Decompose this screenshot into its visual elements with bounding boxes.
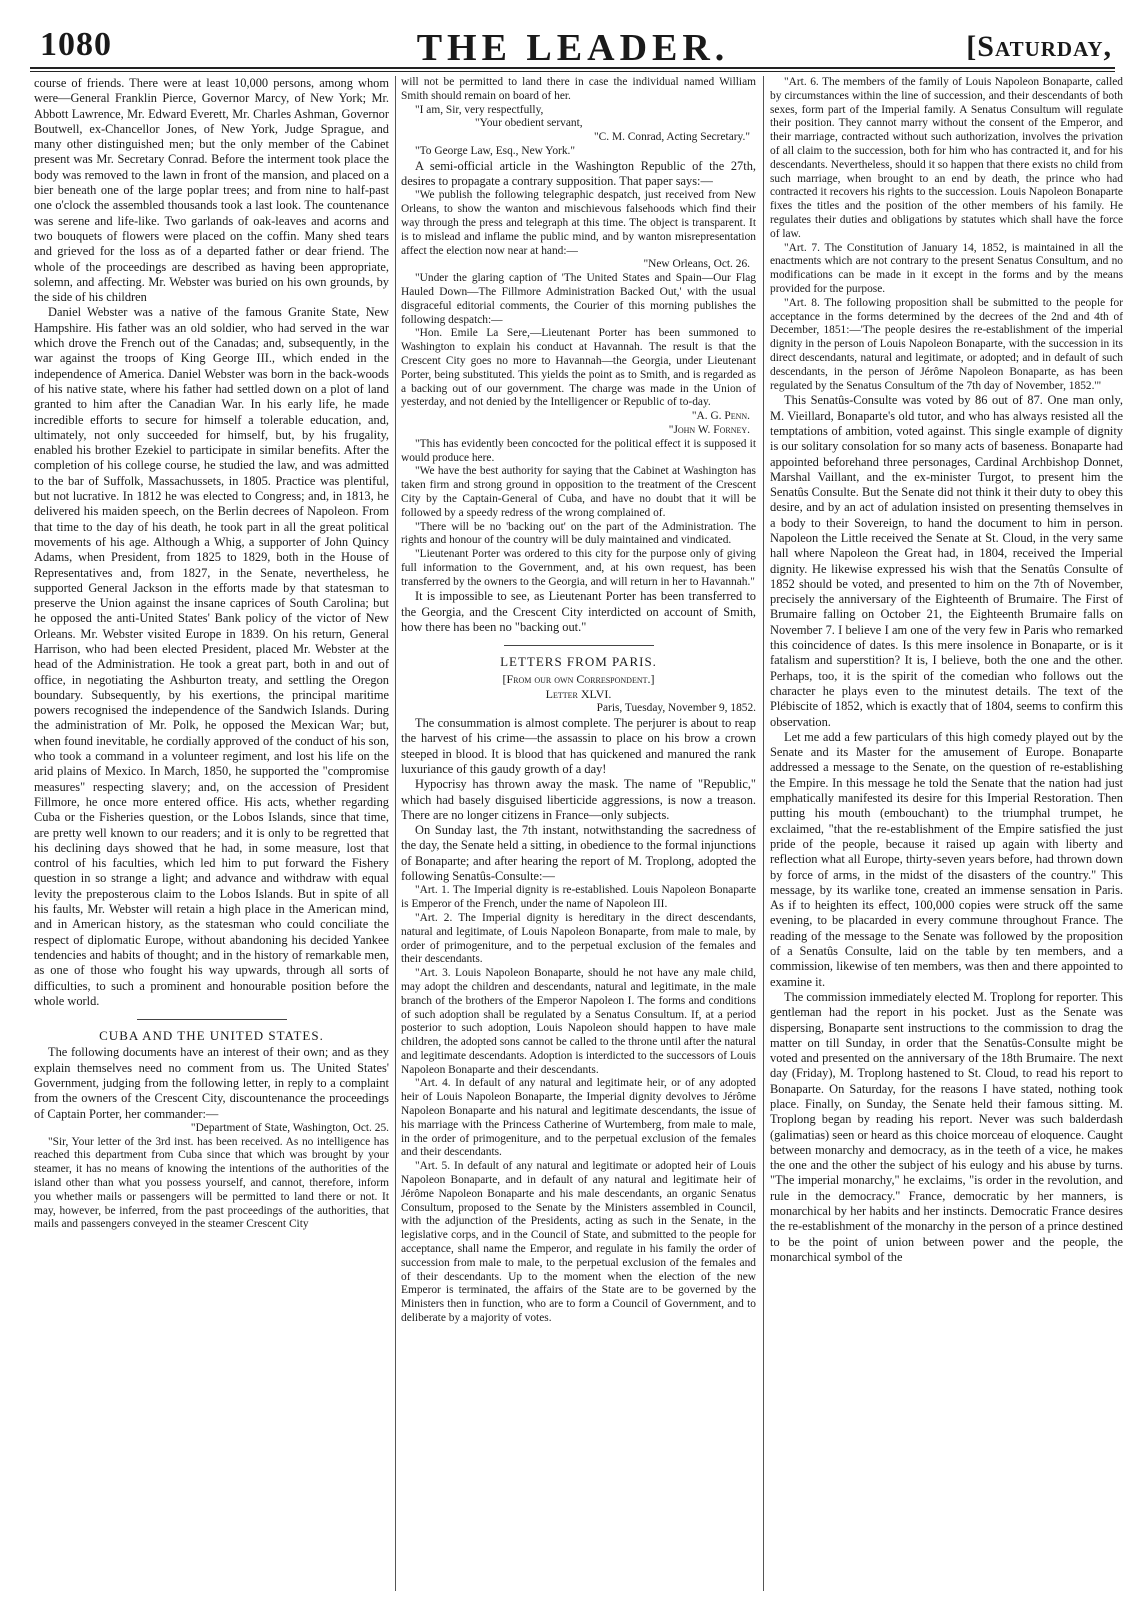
dateline: "Department of State, Washington, Oct. 25. (190, 1121, 389, 1134)
day-label: [Saturday, (966, 30, 1112, 63)
column-2 (401, 76, 756, 1591)
section-heading: CUBA AND THE UNITED STATES. (99, 1028, 324, 1044)
article: "Art. 7. The Constitution of January 14, 1852, is maintained in all the enactments which are not contrary to the present Senatus Consultum, and no modifications can be made in it except in the forms and by the means provided for the purpose. (770, 241, 1123, 295)
paragraph: Let me add a few particulars of this high comedy played out by the Senate and its Master for the amusement of Europe. Bonaparte addressed a message to the Senate, on the question of re-establishing the Empire. In this message he told the Senate that the nation had just emphatically manifested its desire for this Imperial Restoration. Then putting his mouth (embouchant) to the triumphal trumpet, he exclaimed, "that the re-establishment of the Empire satisfied the just pride of the people, because it raised up again with liberty and reflection what all Europe, thirty-seven years before, had thrown down by force of arms, in the midst of the disasters of the country." This message, by its warlike tone, created an immense sensation in Paris. As if to heighten its effect, 100,000 copies were struck off the same evening, to be placarded in every commune throughout France. The reading of the message to the Senate was followed by the proposition of a Senatûs Consulte, laid on the table by ten members, and a commission, likewise of ten members, was then and there appointed to examine it. (770, 729, 1123, 989)
quoted-paragraph: "We have the best authority for saying that the Cabinet at Washington has taken firm and strong ground in opposition to the treatment of the Crescent City by the Captain-General of Cuba, and have no doubt that it will be followed by a speedy redress of the wrong complained of. (401, 465, 756, 519)
quoted-letter: will not be permitted to land there in case the individual named William Smith should remain on board of her. (401, 76, 756, 102)
article: "Art. 5. In default of any natural and legitimate or adopted heir of Louis Napoleon Bonaparte, and in default of any natural and legitimate heir of Jérôme Napoleon Bonaparte and his male descendants, an organic Senatus Consultum, proposed to the Senate by the Ministers assembled in Council, with the adjunction of the Presidents, acting as such in the Senate, in the legislative corps, and in the Council of State, and submitted to the people for acceptance, shall name the Emperor, and regulate in his family the order of succession from male to male, to the perpetual exclusion of the females and of their descendants. Up to the moment when the election of the new Emperor is terminated, the affairs of the State are to be governed by the Ministers then in function, who are to form a Council of Government, and to deliberate by a majority of votes. (401, 1160, 756, 1325)
letter-number: Letter XLVI. (545, 686, 612, 701)
paragraph: Hypocrisy has thrown away the mask. The name of "Republic," which had basely disguised liberticide aggressions, is now a treason. There are no longer citizens in France—only subjects. (401, 777, 756, 822)
newspaper-title: THE LEADER. (416, 27, 730, 69)
paragraph: This Senatûs-Consulte was voted by 86 out of 87. One man only, M. Vieillard, Bonaparte's old tutor, and who has always resisted all the temptations of ambition, voted against. This single example of dignity is our solitary consolation for so many acts of baseness. Bonaparte had appointed beforehand three personages, Cardinal Archbishop Donnet, Marshal Vaillant, and the ex-minister Turgot, to present him the Senatûs Consulte. But the Senate did not think it their duty to obey this desire, and by an act of adulation insisted on presenting themselves in a body to their Sovereign, to hand the document to him in person. Napoleon the Little received the Senate at St. Cloud, in the very same hall where Napoleon the Great had, in 1804, received the Imperial dignity. He likewise expressed his wish that the Senatûs Consulte of 1852 should be voted, and presented to him on the 7th of November, precisely the anniversary of the Eighteenth of Brumaire. The First of Brumaire falling on October 21, the Eighteenth Brumaire falls on November 7. I believe I am one of the very few in Paris who remarked this coincidence of dates. Is this mere insolence in Bonaparte, or is it fatalism and superstition? It is, I believe, both the one and the other. Perhaps, too, it is the spirit of the comedian who follows out the character he plays even to the minutest details. The text of the Plébiscite of 1852, which is exactly that of 1804, seems to confirm this observation. (770, 393, 1123, 729)
section-subheading: [From our own Correspondent.] (502, 671, 655, 686)
dateline: "New Orleans, Oct. 26. (643, 258, 750, 271)
signature: "John W. Forney. (668, 423, 750, 436)
quoted-paragraph: "We publish the following telegraphic despatch, just received from New Orleans, to show the wanton and mischievous falsehoods which find their way through the press and telegraph at this time. The object is transparent. It is to mislead and inflame the public mind, and by wanton misrepresentation affect the election now near at hand:— (401, 189, 756, 257)
letter-closing: "Your obedient servant, (475, 117, 583, 130)
section-divider (137, 1019, 287, 1020)
paragraph: A semi-official article in the Washington Republic of the 27th, desires to propagate a contrary supposition. That paper says:— (401, 158, 756, 189)
quoted-paragraph: "There will be no 'backing out' on the part of the Administration. The rights and honour of the country will be duly maintained and vindicated. (401, 520, 756, 547)
article: "Art. 6. The members of the family of Louis Napoleon Bonaparte, called by circumstances within the line of succession, and their descendants of both sexes, form part of the Imperial family. A Senatus Consultum will regulate their position. They cannot marry without the consent of the Emperor, and their marriage, contracted without such authorization, involves the privation of all claim to the succession, both for him who has contracted it, and for his descendants. Nevertheless, should it so happen that there exists no child from such marriage, when brought to an end by death, the prince who had contracted it recovers his rights to the succession. Louis Napoleon Bonaparte fixes the titles and the position of the other members of his family. He regulates their duties and obligations by statutes which shall have the force of law. (770, 76, 1123, 240)
addressee: "To George Law, Esq., New York." (415, 144, 576, 157)
paragraph: Daniel Webster was a native of the famous Granite State, New Hampshire. His father was an old soldier, who had served in the war which drove the French out of the Canadas; and, subsequently, in the war against the troops of King George III., which ended in the independence of America. Daniel Webster was born in the back-woods of his native state, where his father had settled down on a plot of land granted to him after the Canadian War. In his early life, he made incredible efforts to secure for himself a tolerable education, and, ultimately, not only succeeded for himself, but, by his frugality, enabled his brother Ezekiel to participate in similar benefits. After the completion of his college course, he studied the law, and was admitted to the bar of Suffolk, Massachussets, in 1805. Practice was plentiful, but not lucrative. In 1812 he was elected to Congress; and, in 1813, he delivered his maiden speech, on the Berlin decrees of Napoleon. From that time to the day of his death, he took part in all the great political movements of his age. Although a Whig, a supporter of John Quincy Adams, when President, from 1825 to 1829, both in the House of Representatives and, from 1827, in the Senate, nevertheless, he supported General Jackson in the efforts made by that statesman to preserve the Union against the insane caprices of South Carolina; but he opposed the anti-United States' Bank policy of the victor of New Orleans. Mr. Webster visited Europe in 1839. On his return, General Harrison, who had been elected President, placed Mr. Webster at the head of the Administration. He took a great part, both in and out of office, in negotiating the Ashburton treaty, and settling the Oregon boundary. Subsequently, by his exertions, the principal maritime powers recognised the independence of the Sandwich Islands. During the administration of Mr. Polk, he opposed the Mexican War; but, when found inevitable, he cordially approved of the conduct of his son, who took a command in a volunteer regiment, and lost his life on the arid plains of Mexico. In March, 1850, he supported the "compromise measures" respecting slavery; and, on the accession of President Fillmore, he once more entered office. His acts, whether regarding Cuba or the Fisheries question, or the Lobos Islands, since that time, are pretty well known to our readers; and it is only to be regretted that his declining days showed that he had, in some measure, lost that control of his faculties, which led him to put forward the Fishery question in so strange a light; and advance and withdraw with equal levity the preposterous claim to the Lobos Islands. But in spite of all his faults, Mr. Webster will retain a high place in the American mind, and in American history, as the statesman who could conciliate the respect of diplomatic Europe, without abandoning his decided Yankee tendencies and habits of thought; and in the history of remarkable men, as one of those who fought his way upwards, through all sorts of difficulties, to such a prominent and honourable position before the whole world. (34, 305, 389, 1008)
section-divider (504, 645, 654, 646)
paragraph: It is impossible to see, as Lieutenant Porter has been transferred to the Georgia, and the Crescent City interdicted on account of Smith, how there has been no "backing out." (401, 589, 756, 635)
column-3 (770, 76, 1123, 1591)
signature: "A. G. Penn. (691, 410, 750, 423)
section-heading: LETTERS FROM PARIS. (500, 654, 657, 670)
quoted-paragraph: "Lieutenant Porter was ordered to this city for the purpose only of giving full information to the Government, and, at his own request, has been transferred by the owners to the Georgia, and will return in her to Havannah." (401, 548, 756, 588)
quoted-paragraph: "Hon. Emile La Sere,—Lieutenant Porter has been summoned to Washington to explain his conduct at Havannah. The result is that the Crescent City goes no more to Havannah—the Georgia, under Lieutenant Porter, being substituted. This yields the point as to Smith, and is regarded as a backing out of our government. The charge was made in the Union of yesterday, and not denied by the Intelligencer or Republic of to-day. (401, 327, 756, 409)
quoted-paragraph: "Under the glaring caption of 'The United States and Spain—Our Flag Hauled Down—The Fillmore Administration Backed Out,' with the usual disgraceful editorial comments, the Courier of this morning publishes the following despatch:— (401, 272, 756, 326)
paragraph: The commission immediately elected M. Troplong for reporter. This gentleman had the report in his pocket. Just as the Senate was dispersing, Bonaparte sent instructions to the commission to drag the matter on till Sunday, in order that the Senatûs-Consulte might be voted and presented on the anniversary of the 18th Brumaire. The next day (Friday), M. Troplong hastened to St. Cloud, to read his report to Bonaparte. On Saturday, for the reasons I have stated, nothing took place. Finally, on Sunday, the Senate held their famous sitting. M. Troplong began by reading his report. Never was such balderdash (galimatias) seen or heard as this choice morceau of eloquence. Caught between monarchy and democracy, as in the teeth of a vice, he makes the one and the other the subject of his eulogy and his abuse by turns. "The imperial monarchy," he exclaims, "is order in the revolution, and rule in the democracy." France, democratic by her manners, is monarchical by her habits and her instincts. Democratic France desires the re-establishment of the monarchy in the person of a prince destined to be the point of union between power and the people, the monarchical symbol of the (770, 989, 1123, 1264)
paragraph: course of friends. There were at least 10,000 persons, among whom were—General Franklin Pierce, Governor Marcy, of New York; Mr. Abbott Lawrence, Mr. Edward Everett, Mr. Charles Ashman, Governor Boutwell, ex-Chancellor Jones, of New York, Judge Sprague, and many other distinguished men; but the only member of the Cabinet present was Mr. Secretary Conrad. Before the interment took place the body was removed to the lawn in front of the mansion, and placed on a bier beneath one of the large poplar trees; and from nine to half-past one o'clock the assembled thousands took a last look. The countenance was serene and life-like. Two garlands of oak-leaves and acorns and two bouquets of flowers were placed on the coffin. Many shed tears and grieved for the loss as of a departed father or dear friend. The whole of the proceedings are described as having been appropriate, solemn, and affecting. Mr. Webster was buried on his own grounds, by the side of his children (34, 76, 389, 305)
paragraph: The following documents have an interest of their own; and as they explain themselves need no comment from us. The United States' Government, judging from the following letter, in reply to a complaint from the owners of the Crescent City, discountenance the proceedings of Captain Porter, her commander:— (34, 1045, 389, 1121)
masthead-rule-thin (30, 71, 1115, 72)
paragraph: On Sunday last, the 7th instant, notwithstanding the sacredness of the day, the Senate held a sitting, in obedience to the formal injunctions of Bonaparte; and after hearing the report of M. Troplong, adopted the following Senatûs-Consulte:— (401, 823, 756, 884)
article: "Art. 3. Louis Napoleon Bonaparte, should he not have any male child, may adopt the children and descendants, natural and legitimate, in the male branch of the brothers of the Emperor Napoleon I. The forms and conditions of such adoption shall be regulated by a Senatus Consultum. If, at a period posterior to such adoption, Louis Napoleon should happen to have male children, the adopted sons cannot be called to the throne until after the natural and legitimate descendants. Adoption is interdicted to the successors of Louis Napoleon Bonaparte and their descendants. (401, 967, 756, 1076)
article: "Art. 8. The following proposition shall be submitted to the people for acceptance in the forms determined by the decrees of the 2nd and 4th of December, 1851:—'The people desires the re-establishment of the imperial dignity in the person of Louis Napoleon Bonaparte, with the succession in its direct descendants, natural and legitimate, or adopted; and in default of such descendants, in the person of Jérôme Napoleon Bonaparte, as has been regulated by the Senatus Consultum of the 7th day of November, 1852.'" (770, 296, 1123, 392)
column-divider (763, 76, 764, 1591)
letter-closing: "I am, Sir, very respectfully, (415, 103, 544, 116)
article: "Art. 4. In default of any natural and legitimate heir, or of any adopted heir of Louis Napoleon Bonaparte, the Imperial dignity devolves to Jérôme Napoleon Bonaparte and his natural and legitimate descendants, the issue of his marriage with the Princess Catherine of Wurtemberg, from male to male, in the order of primogeniture, and to the perpetual exclusion of the females and their descendants. (401, 1077, 756, 1159)
article: "Art. 2. The Imperial dignity is hereditary in the direct descendants, natural and legitimate, of Louis Napoleon Bonaparte, from male to male, by order of primogeniture, and to the perpetual exclusion of the females and their descendants. (401, 911, 756, 966)
column-divider (395, 76, 396, 1591)
dateline: Paris, Tuesday, November 9, 1852. (596, 702, 756, 715)
masthead-rule (30, 67, 1115, 69)
quoted-paragraph: "This has evidently been concocted for the political effect it is supposed it would produce here. (401, 437, 756, 464)
page-number: 1080 (40, 26, 112, 63)
article: "Art. 1. The Imperial dignity is re-established. Louis Napoleon Bonaparte is Emperor of the French, under the name of Napoleon III. (401, 884, 756, 911)
quoted-letter: "Sir, Your letter of the 3rd inst. has been received. As no intelligence has reached this department from Cuba since that which was brought by your steamer, it has no means of knowing the intentions of the authorities of the island other than what you possess yourself, and cannot, therefore, inform you whether mails or passengers will be permitted to land there or not. It may, however, be inferred, from the past proceedings of the authorities, that mails and passengers conveyed in the steamer Crescent City (34, 1135, 389, 1231)
signature: "C. M. Conrad, Acting Secretary." (594, 131, 750, 144)
masthead (0, 0, 1146, 68)
paragraph: The consummation is almost complete. The perjurer is about to reap the harvest of his crime—the assassin to place on his brow a crown steeped in blood. It is blood that has quickened and manured the rank luxuriance of this gaudy growth of a day! (401, 716, 756, 776)
column-1 (34, 76, 389, 1591)
